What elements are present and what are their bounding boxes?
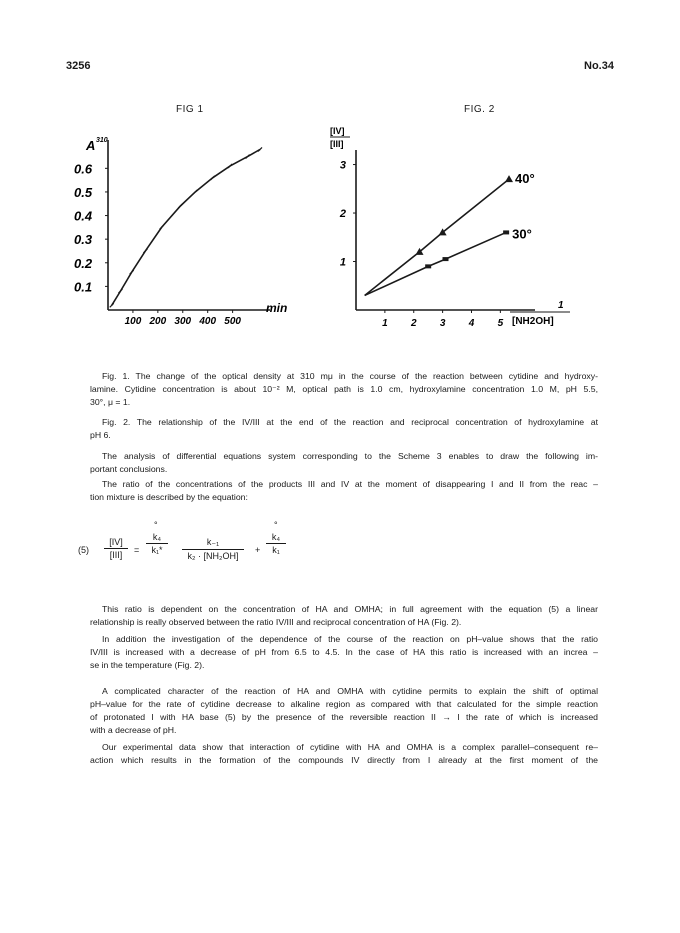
fig1-xlabel: min bbox=[266, 301, 288, 315]
fig2-xlabel-denominator: [NH2OH] bbox=[512, 316, 554, 327]
equation-term2 bbox=[182, 537, 244, 561]
text-line: pH–value for the rate of cytidine decrease to alkaline region as compared with that calculated for the simple reaction bbox=[90, 699, 598, 709]
fig2-caption bbox=[90, 416, 598, 442]
fig2-ylabel-numerator: [IV] bbox=[330, 126, 345, 136]
eq-circle-2: ° bbox=[274, 520, 278, 530]
equation-lhs bbox=[104, 537, 128, 560]
fig1-curve bbox=[112, 149, 260, 305]
fig2-series-label: 40° bbox=[515, 171, 535, 187]
fig2-xlabel-numerator: 1 bbox=[558, 300, 564, 311]
paragraph-1 bbox=[90, 450, 598, 476]
fig1-x-tick-label: 300 bbox=[174, 316, 192, 327]
text-line: relationship is really observed between the ratio IV/III and reciprocal concentration of HA (Fig. 2). bbox=[90, 617, 462, 627]
text-line: portant conclusions. bbox=[90, 464, 168, 474]
eq-lhs-denominator: [III] bbox=[109, 550, 123, 560]
paragraph-5 bbox=[90, 685, 598, 737]
eq-t1-denominator: k₁* bbox=[151, 545, 163, 555]
journal-issue: No.34 bbox=[584, 60, 614, 72]
fig1-x-tick-label: 100 bbox=[124, 316, 142, 327]
fig1-ticks bbox=[74, 161, 241, 327]
fig2-y-tick-label: 3 bbox=[339, 159, 346, 172]
fig2-square-marker bbox=[425, 264, 431, 268]
fig2-y-tick-label: 1 bbox=[339, 256, 346, 269]
text-line: IV/III is increased with a decrease of pH from 6.5 to 4.5. In the case of HA this ratio is increased with an increa – bbox=[90, 647, 598, 657]
fig2-y-tick-label: 2 bbox=[339, 208, 346, 221]
equation-equals: = bbox=[134, 545, 140, 555]
text-line: In addition the investigation of the dependence of the course of the reaction on pH–value shows that the ratio bbox=[102, 634, 598, 644]
fig2-square-marker bbox=[443, 257, 449, 261]
fig2-x-tick-label: 1 bbox=[382, 318, 388, 329]
text-line: A complicated character of the reaction of HA and OMHA with cytidine permits to explain the shift of optimal bbox=[102, 686, 598, 696]
fig1-axes bbox=[108, 140, 270, 310]
text-line: se in the temperature (Fig. 2). bbox=[90, 660, 205, 670]
eq-t2-numerator: k₋₁ bbox=[206, 537, 220, 547]
fig2-x-tick-label: 5 bbox=[497, 318, 504, 329]
eq-lhs-numerator: [IV] bbox=[109, 537, 123, 547]
fig2-chart bbox=[330, 120, 610, 340]
fig2-triangle-marker bbox=[505, 175, 513, 182]
caption-line: Fig. 1. The change of the optical density at 310 mμ in the course of the reaction between cytidine and hydroxy- bbox=[102, 371, 598, 381]
paragraph-6 bbox=[90, 741, 598, 767]
fig2-series-label: 30° bbox=[512, 226, 532, 242]
equation-term3 bbox=[266, 532, 286, 555]
caption-line: 30°, μ = 1. bbox=[90, 397, 131, 407]
fig1-ylabel-superscript: 310 bbox=[96, 137, 108, 144]
equation-term1 bbox=[146, 532, 168, 555]
fig2-x-tick-label: 4 bbox=[468, 318, 475, 329]
eq-t3-denominator: k₁ bbox=[272, 545, 280, 555]
eq-t1-numerator: k₄ bbox=[152, 532, 162, 542]
equation-plus: + bbox=[255, 545, 261, 555]
fig1-y-tick-label: 0.1 bbox=[74, 279, 93, 295]
text-line: The analysis of differential equations system corresponding to the Scheme 3 enables to draw the following im- bbox=[102, 451, 598, 461]
fig2-x-tick-label: 2 bbox=[410, 318, 417, 329]
fig1-x-tick-label: 400 bbox=[199, 316, 217, 327]
fig1-point bbox=[193, 190, 197, 194]
fig2-x-tick-label: 3 bbox=[439, 318, 446, 329]
eq-t2-denominator: k₂ · [NH₂OH] bbox=[187, 551, 239, 561]
fig1-x-tick-label: 500 bbox=[224, 316, 241, 327]
caption-line: lamine. Cytidine concentration is about 10⁻² M, optical path is 1.0 cm, hydroxylamine concentration 1.0 M, pH 5.5, bbox=[90, 384, 598, 394]
fig1-y-tick-label: 0.6 bbox=[74, 161, 93, 177]
paragraph-4 bbox=[90, 633, 598, 672]
text-line: tion mixture is described by the equation: bbox=[90, 492, 248, 502]
fig2-series bbox=[365, 171, 535, 295]
page-number: 3256 bbox=[66, 60, 91, 72]
text-line: The ratio of the concentrations of the products III and IV at the moment of disappearing I and II from the reac – bbox=[102, 479, 598, 489]
fig1-point bbox=[178, 204, 182, 208]
fig1-y-tick-label: 0.5 bbox=[74, 184, 93, 200]
fig2-ylabel-denominator: [III] bbox=[330, 139, 344, 149]
fig1-label: FIG 1 bbox=[176, 104, 204, 115]
eq-t3-numerator: k₄ bbox=[271, 532, 281, 542]
fig1-caption bbox=[90, 370, 598, 409]
text-line: This ratio is dependent on the concentration of HA and OMHA; in full agreement with the equation (5) a linear bbox=[102, 604, 598, 614]
fig1-x-tick-label: 200 bbox=[149, 316, 167, 327]
caption-line: Fig. 2. The relationship of the IV/III at the end of the reaction and reciprocal concentration of hydroxylamine at bbox=[102, 417, 598, 427]
fig2-label: FIG. 2 bbox=[464, 104, 495, 115]
fig2-series-line bbox=[365, 232, 506, 295]
fig1-y-tick-label: 0.3 bbox=[74, 232, 93, 248]
fig2-series-line bbox=[365, 179, 509, 295]
text-line: of protonated I with HA base (5) by the presence of the reversible reaction II → I the rate of which is increased bbox=[90, 712, 598, 722]
eq-circle-1: ° bbox=[154, 520, 158, 530]
paragraph-3 bbox=[90, 603, 598, 629]
fig1-ylabel: A bbox=[86, 138, 96, 153]
fig1-chart bbox=[60, 120, 300, 335]
text-line: action which results in the formation of the compounds IV directly from I already at the first moment of the bbox=[90, 755, 598, 765]
fig1-y-tick-label: 0.4 bbox=[74, 208, 93, 224]
fig2-square-marker bbox=[503, 230, 509, 234]
paragraph-2 bbox=[90, 478, 598, 504]
fig1-y-tick-label: 0.2 bbox=[74, 255, 93, 271]
text-line: with a decrease of pH. bbox=[90, 725, 177, 735]
text-line: Our experimental data show that interaction of cytidine with HA and OMHA is a complex parallel–consequent re– bbox=[102, 742, 598, 752]
fig1-series bbox=[110, 147, 262, 307]
caption-line: pH 6. bbox=[90, 430, 111, 440]
equation-number: (5) bbox=[78, 545, 89, 555]
